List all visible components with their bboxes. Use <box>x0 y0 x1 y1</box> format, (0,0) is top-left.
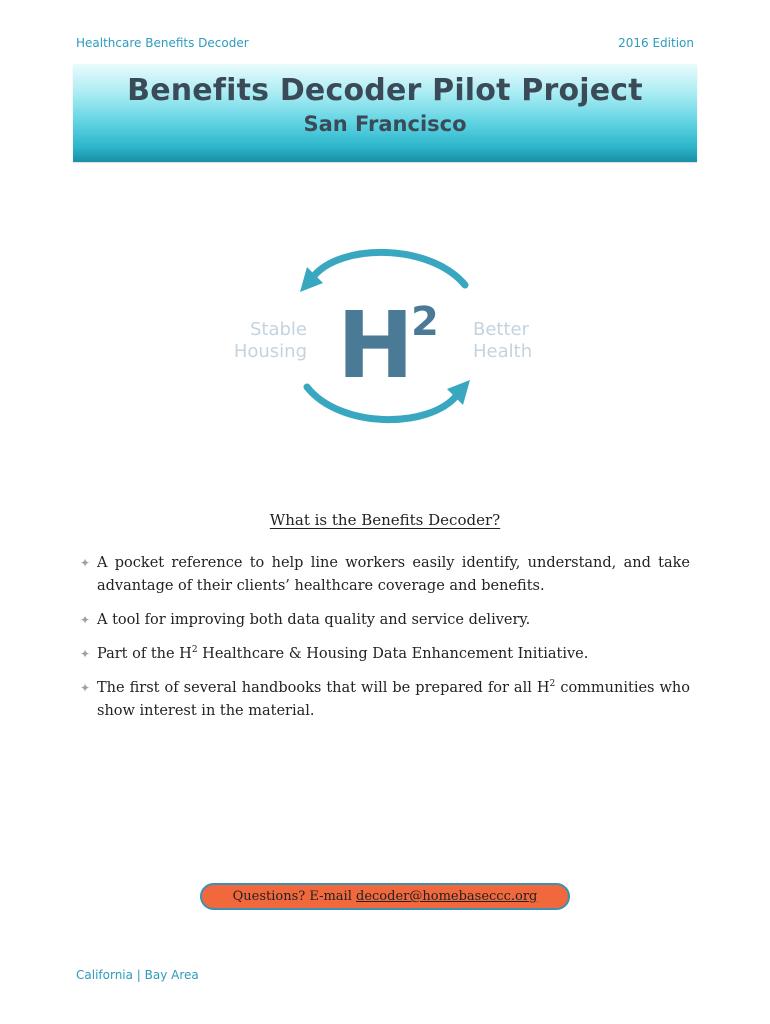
logo-left-line1: Stable <box>249 319 307 340</box>
bullet-star-icon: ✦ <box>80 647 91 661</box>
section-heading-text: What is the Benefits Decoder? <box>269 511 501 529</box>
bullet-text-start: The first of several handbooks that will be prepared for all H <box>97 680 550 696</box>
bullet-item <box>80 552 690 598</box>
logo-right-line2: Health <box>473 341 533 362</box>
bullet-list <box>80 552 690 734</box>
logo-left-line2: Housing <box>233 341 307 362</box>
bullet-item <box>80 677 690 723</box>
contact-prefix: Questions? E-mail <box>232 889 357 904</box>
bullet-text-end: Healthcare & Housing Data Enhancement Initiative. <box>197 646 589 662</box>
bullet-item <box>80 643 690 666</box>
h2-logo <box>215 245 555 435</box>
bullet-text: A tool for improving both data quality and service delivery. <box>97 612 531 628</box>
logo-h-superscript: 2 <box>411 299 439 345</box>
header-title: Healthcare Benefits Decoder <box>76 36 249 50</box>
bullet-item <box>80 609 690 632</box>
bullet-star-icon: ✦ <box>80 681 91 695</box>
logo-right-line1: Better <box>473 319 530 340</box>
bullet-text: A pocket reference to help line workers easily identify, understand, and take advantage of their clients’ healthcare coverage and benefits. <box>97 555 690 594</box>
footer-location: California | Bay Area <box>76 968 199 982</box>
section-heading <box>0 511 770 529</box>
bullet-text-end: communities who show interest in the material. <box>97 680 690 719</box>
contact-box <box>200 883 570 910</box>
title-banner <box>73 64 697 162</box>
logo-h-mark: H <box>337 292 414 399</box>
bullet-star-icon: ✦ <box>80 613 91 627</box>
bullet-superscript: 2 <box>549 679 556 690</box>
bullet-star-icon: ✦ <box>80 556 91 570</box>
banner-title: Benefits Decoder Pilot Project <box>127 73 643 108</box>
banner-subtitle: San Francisco <box>303 112 467 136</box>
top-cycle-arrow <box>313 252 465 285</box>
header-edition: 2016 Edition <box>618 36 694 50</box>
bullet-superscript: 2 <box>191 645 198 656</box>
bullet-text-start: Part of the H <box>97 646 192 662</box>
contact-email-link[interactable]: decoder@homebaseccc.org <box>356 889 538 904</box>
